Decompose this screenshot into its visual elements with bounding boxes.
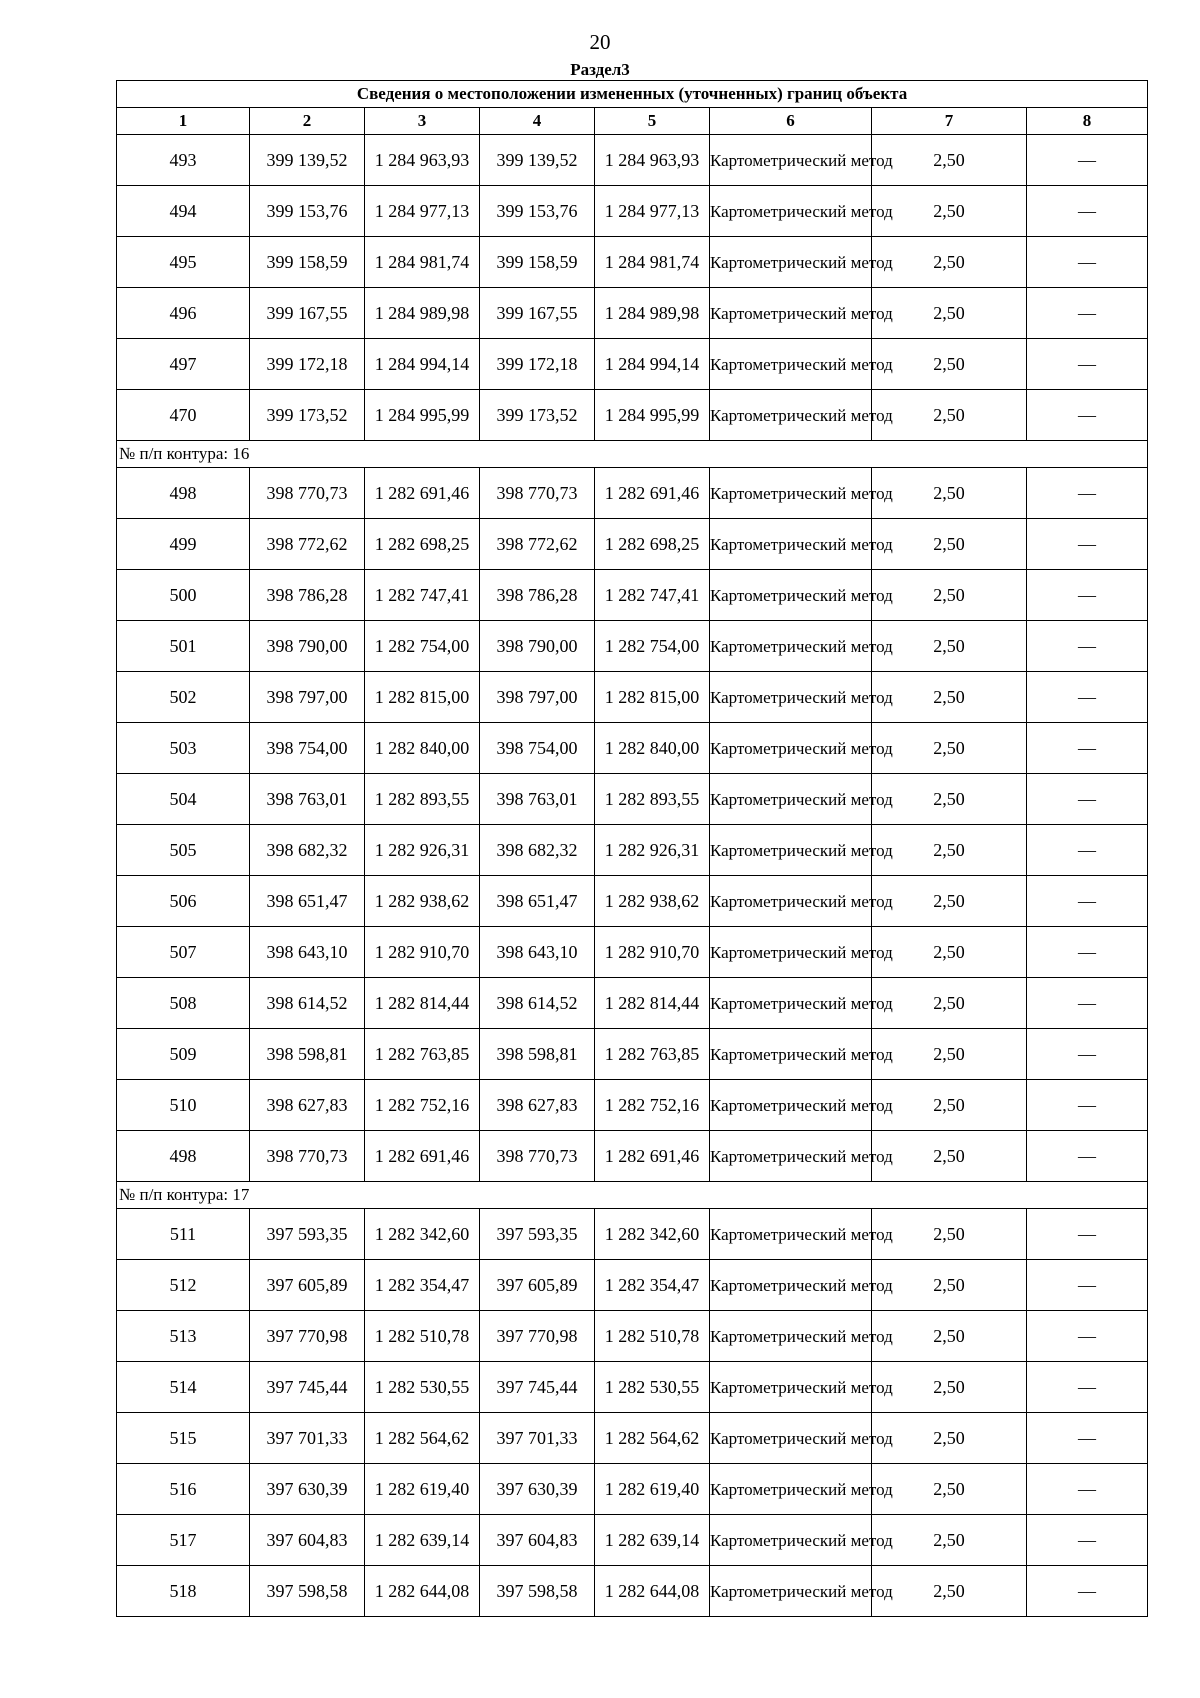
point-number-cell: 496	[117, 288, 250, 339]
x-new-cell: 399 158,59	[480, 237, 595, 288]
x-old-cell: 398 598,81	[250, 1029, 365, 1080]
table-row	[117, 723, 1148, 774]
point-number-cell: 498	[117, 1131, 250, 1182]
accuracy-cell: 2,50	[872, 621, 1027, 672]
page-number: 20	[589, 30, 611, 54]
y-new-cell: 1 282 691,46	[595, 1131, 710, 1182]
x-old-cell: 398 651,47	[250, 876, 365, 927]
accuracy-cell: 2,50	[872, 1464, 1027, 1515]
point-number-cell: 495	[117, 237, 250, 288]
y-old-cell: 1 282 747,41	[365, 570, 480, 621]
y-old-cell: 1 282 619,40	[365, 1464, 480, 1515]
y-new-cell: 1 282 644,08	[595, 1566, 710, 1617]
accuracy-cell: 2,50	[872, 1209, 1027, 1260]
description-cell: —	[1027, 339, 1148, 390]
table-row	[117, 774, 1148, 825]
y-old-cell: 1 282 926,31	[365, 825, 480, 876]
coordinates-table	[116, 80, 1148, 1617]
method-cell: Картометрический метод	[710, 1515, 872, 1566]
accuracy-cell: 2,50	[872, 135, 1027, 186]
point-number-cell: 505	[117, 825, 250, 876]
method-cell: Картометрический метод	[710, 237, 872, 288]
y-old-cell: 1 282 530,55	[365, 1362, 480, 1413]
description-cell: —	[1027, 519, 1148, 570]
x-old-cell: 398 627,83	[250, 1080, 365, 1131]
y-old-cell: 1 282 639,14	[365, 1515, 480, 1566]
table-row	[117, 1566, 1148, 1617]
accuracy-cell: 2,50	[872, 1413, 1027, 1464]
x-new-cell: 397 770,98	[480, 1311, 595, 1362]
x-old-cell: 398 797,00	[250, 672, 365, 723]
y-old-cell: 1 282 342,60	[365, 1209, 480, 1260]
point-number-cell: 516	[117, 1464, 250, 1515]
y-new-cell: 1 284 989,98	[595, 288, 710, 339]
column-number: 6	[710, 108, 872, 135]
x-old-cell: 399 158,59	[250, 237, 365, 288]
description-cell: —	[1027, 1260, 1148, 1311]
point-number-cell: 503	[117, 723, 250, 774]
point-number-cell: 514	[117, 1362, 250, 1413]
x-old-cell: 398 786,28	[250, 570, 365, 621]
point-number-cell: 511	[117, 1209, 250, 1260]
method-cell: Картометрический метод	[710, 288, 872, 339]
method-cell: Картометрический метод	[710, 1413, 872, 1464]
point-number-cell: 493	[117, 135, 250, 186]
x-new-cell: 397 701,33	[480, 1413, 595, 1464]
column-number: 1	[117, 108, 250, 135]
point-number-cell: 510	[117, 1080, 250, 1131]
x-old-cell: 397 604,83	[250, 1515, 365, 1566]
table-row	[117, 1209, 1148, 1260]
accuracy-cell: 2,50	[872, 876, 1027, 927]
x-old-cell: 398 754,00	[250, 723, 365, 774]
y-new-cell: 1 282 691,46	[595, 468, 710, 519]
method-cell: Картометрический метод	[710, 570, 872, 621]
x-old-cell: 397 630,39	[250, 1464, 365, 1515]
description-cell: —	[1027, 237, 1148, 288]
x-new-cell: 398 763,01	[480, 774, 595, 825]
y-new-cell: 1 284 977,13	[595, 186, 710, 237]
description-cell: —	[1027, 288, 1148, 339]
description-cell: —	[1027, 1413, 1148, 1464]
x-old-cell: 397 770,98	[250, 1311, 365, 1362]
accuracy-cell: 2,50	[872, 1080, 1027, 1131]
table-row	[117, 1464, 1148, 1515]
table-body	[117, 135, 1148, 1617]
x-new-cell: 398 643,10	[480, 927, 595, 978]
method-cell: Картометрический метод	[710, 1260, 872, 1311]
x-new-cell: 398 790,00	[480, 621, 595, 672]
y-new-cell: 1 282 564,62	[595, 1413, 710, 1464]
description-cell: —	[1027, 1131, 1148, 1182]
point-number-cell: 507	[117, 927, 250, 978]
y-old-cell: 1 282 691,46	[365, 1131, 480, 1182]
y-old-cell: 1 284 977,13	[365, 186, 480, 237]
accuracy-cell: 2,50	[872, 237, 1027, 288]
y-old-cell: 1 282 644,08	[365, 1566, 480, 1617]
table-row	[117, 570, 1148, 621]
point-number-cell: 513	[117, 1311, 250, 1362]
x-new-cell: 397 604,83	[480, 1515, 595, 1566]
table-row	[117, 390, 1148, 441]
table-row	[117, 1080, 1148, 1131]
description-cell: —	[1027, 621, 1148, 672]
point-number-cell: 500	[117, 570, 250, 621]
x-old-cell: 397 593,35	[250, 1209, 365, 1260]
method-cell: Картометрический метод	[710, 1566, 872, 1617]
y-old-cell: 1 282 698,25	[365, 519, 480, 570]
accuracy-cell: 2,50	[872, 1260, 1027, 1311]
method-cell: Картометрический метод	[710, 927, 872, 978]
column-number: 3	[365, 108, 480, 135]
x-new-cell: 397 605,89	[480, 1260, 595, 1311]
point-number-cell: 515	[117, 1413, 250, 1464]
table-row	[117, 288, 1148, 339]
description-cell: —	[1027, 825, 1148, 876]
x-old-cell: 399 153,76	[250, 186, 365, 237]
point-number-cell: 509	[117, 1029, 250, 1080]
accuracy-cell: 2,50	[872, 339, 1027, 390]
y-old-cell: 1 282 910,70	[365, 927, 480, 978]
method-cell: Картометрический метод	[710, 339, 872, 390]
x-new-cell: 398 770,73	[480, 1131, 595, 1182]
description-cell: —	[1027, 186, 1148, 237]
y-new-cell: 1 282 754,00	[595, 621, 710, 672]
y-old-cell: 1 282 754,00	[365, 621, 480, 672]
method-cell: Картометрический метод	[710, 1029, 872, 1080]
x-old-cell: 398 770,73	[250, 468, 365, 519]
y-old-cell: 1 282 354,47	[365, 1260, 480, 1311]
x-old-cell: 399 139,52	[250, 135, 365, 186]
method-cell: Картометрический метод	[710, 1209, 872, 1260]
accuracy-cell: 2,50	[872, 672, 1027, 723]
point-number-cell: 517	[117, 1515, 250, 1566]
point-number-cell: 518	[117, 1566, 250, 1617]
x-new-cell: 397 630,39	[480, 1464, 595, 1515]
method-cell: Картометрический метод	[710, 186, 872, 237]
x-old-cell: 397 598,58	[250, 1566, 365, 1617]
point-number-cell: 498	[117, 468, 250, 519]
y-old-cell: 1 284 989,98	[365, 288, 480, 339]
contour-label: № п/п контура: 16	[117, 441, 1148, 468]
y-new-cell: 1 282 893,55	[595, 774, 710, 825]
description-cell: —	[1027, 1362, 1148, 1413]
description-cell: —	[1027, 468, 1148, 519]
table-row	[117, 1029, 1148, 1080]
x-new-cell: 398 598,81	[480, 1029, 595, 1080]
table-row	[117, 876, 1148, 927]
table-row	[117, 825, 1148, 876]
x-old-cell: 398 763,01	[250, 774, 365, 825]
x-new-cell: 399 173,52	[480, 390, 595, 441]
table-row	[117, 519, 1148, 570]
description-cell: —	[1027, 390, 1148, 441]
table-caption-row	[117, 81, 1148, 108]
x-new-cell: 399 139,52	[480, 135, 595, 186]
y-old-cell: 1 282 938,62	[365, 876, 480, 927]
method-cell: Картометрический метод	[710, 135, 872, 186]
accuracy-cell: 2,50	[872, 1515, 1027, 1566]
accuracy-cell: 2,50	[872, 1566, 1027, 1617]
x-new-cell: 399 167,55	[480, 288, 595, 339]
y-new-cell: 1 282 926,31	[595, 825, 710, 876]
method-cell: Картометрический метод	[710, 390, 872, 441]
y-old-cell: 1 282 564,62	[365, 1413, 480, 1464]
contour-header-row	[117, 1182, 1148, 1209]
x-old-cell: 399 173,52	[250, 390, 365, 441]
description-cell: —	[1027, 927, 1148, 978]
accuracy-cell: 2,50	[872, 390, 1027, 441]
y-new-cell: 1 282 815,00	[595, 672, 710, 723]
description-cell: —	[1027, 1311, 1148, 1362]
y-old-cell: 1 282 814,44	[365, 978, 480, 1029]
y-new-cell: 1 282 510,78	[595, 1311, 710, 1362]
accuracy-cell: 2,50	[872, 468, 1027, 519]
accuracy-cell: 2,50	[872, 723, 1027, 774]
y-new-cell: 1 282 354,47	[595, 1260, 710, 1311]
y-new-cell: 1 284 981,74	[595, 237, 710, 288]
accuracy-cell: 2,50	[872, 1131, 1027, 1182]
description-cell: —	[1027, 672, 1148, 723]
x-new-cell: 397 598,58	[480, 1566, 595, 1617]
x-old-cell: 398 790,00	[250, 621, 365, 672]
section-title: Раздел3	[570, 60, 630, 79]
point-number-cell: 501	[117, 621, 250, 672]
column-number-row	[117, 108, 1148, 135]
x-new-cell: 399 153,76	[480, 186, 595, 237]
point-number-cell: 499	[117, 519, 250, 570]
y-new-cell: 1 282 747,41	[595, 570, 710, 621]
x-old-cell: 397 745,44	[250, 1362, 365, 1413]
table-row	[117, 927, 1148, 978]
point-number-cell: 470	[117, 390, 250, 441]
description-cell: —	[1027, 135, 1148, 186]
description-cell: —	[1027, 1209, 1148, 1260]
accuracy-cell: 2,50	[872, 825, 1027, 876]
x-old-cell: 398 614,52	[250, 978, 365, 1029]
description-cell: —	[1027, 1566, 1148, 1617]
column-number: 2	[250, 108, 365, 135]
column-number: 5	[595, 108, 710, 135]
table-row	[117, 1362, 1148, 1413]
x-old-cell: 398 682,32	[250, 825, 365, 876]
y-old-cell: 1 284 994,14	[365, 339, 480, 390]
point-number-cell: 506	[117, 876, 250, 927]
method-cell: Картометрический метод	[710, 723, 872, 774]
column-number: 4	[480, 108, 595, 135]
table-row	[117, 186, 1148, 237]
method-cell: Картометрический метод	[710, 672, 872, 723]
description-cell: —	[1027, 723, 1148, 774]
accuracy-cell: 2,50	[872, 1311, 1027, 1362]
table-row	[117, 1260, 1148, 1311]
point-number-cell: 504	[117, 774, 250, 825]
y-old-cell: 1 282 815,00	[365, 672, 480, 723]
description-cell: —	[1027, 1464, 1148, 1515]
point-number-cell: 508	[117, 978, 250, 1029]
y-new-cell: 1 284 995,99	[595, 390, 710, 441]
y-old-cell: 1 282 691,46	[365, 468, 480, 519]
y-new-cell: 1 282 752,16	[595, 1080, 710, 1131]
method-cell: Картометрический метод	[710, 621, 872, 672]
x-new-cell: 399 172,18	[480, 339, 595, 390]
table-row	[117, 1515, 1148, 1566]
accuracy-cell: 2,50	[872, 519, 1027, 570]
y-old-cell: 1 282 510,78	[365, 1311, 480, 1362]
x-old-cell: 398 643,10	[250, 927, 365, 978]
table-row	[117, 468, 1148, 519]
method-cell: Картометрический метод	[710, 519, 872, 570]
description-cell: —	[1027, 774, 1148, 825]
y-new-cell: 1 282 763,85	[595, 1029, 710, 1080]
accuracy-cell: 2,50	[872, 186, 1027, 237]
x-old-cell: 397 605,89	[250, 1260, 365, 1311]
x-new-cell: 398 614,52	[480, 978, 595, 1029]
table-row	[117, 978, 1148, 1029]
table-row	[117, 621, 1148, 672]
x-new-cell: 398 797,00	[480, 672, 595, 723]
method-cell: Картометрический метод	[710, 825, 872, 876]
y-old-cell: 1 284 995,99	[365, 390, 480, 441]
method-cell: Картометрический метод	[710, 774, 872, 825]
table-caption: Сведения о местоположении измененных (уточненных) границ объекта	[117, 81, 1148, 108]
contour-header-row	[117, 441, 1148, 468]
x-new-cell: 398 786,28	[480, 570, 595, 621]
description-cell: —	[1027, 1515, 1148, 1566]
x-new-cell: 398 682,32	[480, 825, 595, 876]
y-new-cell: 1 282 910,70	[595, 927, 710, 978]
x-new-cell: 398 770,73	[480, 468, 595, 519]
accuracy-cell: 2,50	[872, 570, 1027, 621]
method-cell: Картометрический метод	[710, 1311, 872, 1362]
table-row	[117, 237, 1148, 288]
method-cell: Картометрический метод	[710, 876, 872, 927]
x-new-cell: 398 772,62	[480, 519, 595, 570]
description-cell: —	[1027, 570, 1148, 621]
method-cell: Картометрический метод	[710, 1131, 872, 1182]
description-cell: —	[1027, 1080, 1148, 1131]
y-new-cell: 1 284 963,93	[595, 135, 710, 186]
y-new-cell: 1 282 639,14	[595, 1515, 710, 1566]
y-old-cell: 1 282 763,85	[365, 1029, 480, 1080]
table-row	[117, 135, 1148, 186]
x-old-cell: 399 167,55	[250, 288, 365, 339]
method-cell: Картометрический метод	[710, 468, 872, 519]
description-cell: —	[1027, 876, 1148, 927]
column-number: 7	[872, 108, 1027, 135]
method-cell: Картометрический метод	[710, 1362, 872, 1413]
column-number: 8	[1027, 108, 1148, 135]
accuracy-cell: 2,50	[872, 1029, 1027, 1080]
y-old-cell: 1 284 981,74	[365, 237, 480, 288]
x-new-cell: 397 593,35	[480, 1209, 595, 1260]
y-old-cell: 1 284 963,93	[365, 135, 480, 186]
description-cell: —	[1027, 1029, 1148, 1080]
y-new-cell: 1 284 994,14	[595, 339, 710, 390]
table-row	[117, 672, 1148, 723]
accuracy-cell: 2,50	[872, 927, 1027, 978]
table-row	[117, 1311, 1148, 1362]
x-new-cell: 397 745,44	[480, 1362, 595, 1413]
x-old-cell: 399 172,18	[250, 339, 365, 390]
accuracy-cell: 2,50	[872, 1362, 1027, 1413]
y-new-cell: 1 282 619,40	[595, 1464, 710, 1515]
point-number-cell: 512	[117, 1260, 250, 1311]
y-new-cell: 1 282 840,00	[595, 723, 710, 774]
table-row	[117, 1413, 1148, 1464]
y-new-cell: 1 282 698,25	[595, 519, 710, 570]
point-number-cell: 502	[117, 672, 250, 723]
y-old-cell: 1 282 752,16	[365, 1080, 480, 1131]
x-old-cell: 397 701,33	[250, 1413, 365, 1464]
y-new-cell: 1 282 530,55	[595, 1362, 710, 1413]
y-old-cell: 1 282 893,55	[365, 774, 480, 825]
point-number-cell: 497	[117, 339, 250, 390]
y-new-cell: 1 282 342,60	[595, 1209, 710, 1260]
accuracy-cell: 2,50	[872, 288, 1027, 339]
y-new-cell: 1 282 938,62	[595, 876, 710, 927]
x-new-cell: 398 651,47	[480, 876, 595, 927]
x-old-cell: 398 772,62	[250, 519, 365, 570]
method-cell: Картометрический метод	[710, 1080, 872, 1131]
method-cell: Картометрический метод	[710, 1464, 872, 1515]
y-new-cell: 1 282 814,44	[595, 978, 710, 1029]
x-old-cell: 398 770,73	[250, 1131, 365, 1182]
point-number-cell: 494	[117, 186, 250, 237]
contour-label: № п/п контура: 17	[117, 1182, 1148, 1209]
x-new-cell: 398 754,00	[480, 723, 595, 774]
x-new-cell: 398 627,83	[480, 1080, 595, 1131]
method-cell: Картометрический метод	[710, 978, 872, 1029]
description-cell: —	[1027, 978, 1148, 1029]
accuracy-cell: 2,50	[872, 774, 1027, 825]
table-row	[117, 339, 1148, 390]
table-row	[117, 1131, 1148, 1182]
y-old-cell: 1 282 840,00	[365, 723, 480, 774]
accuracy-cell: 2,50	[872, 978, 1027, 1029]
